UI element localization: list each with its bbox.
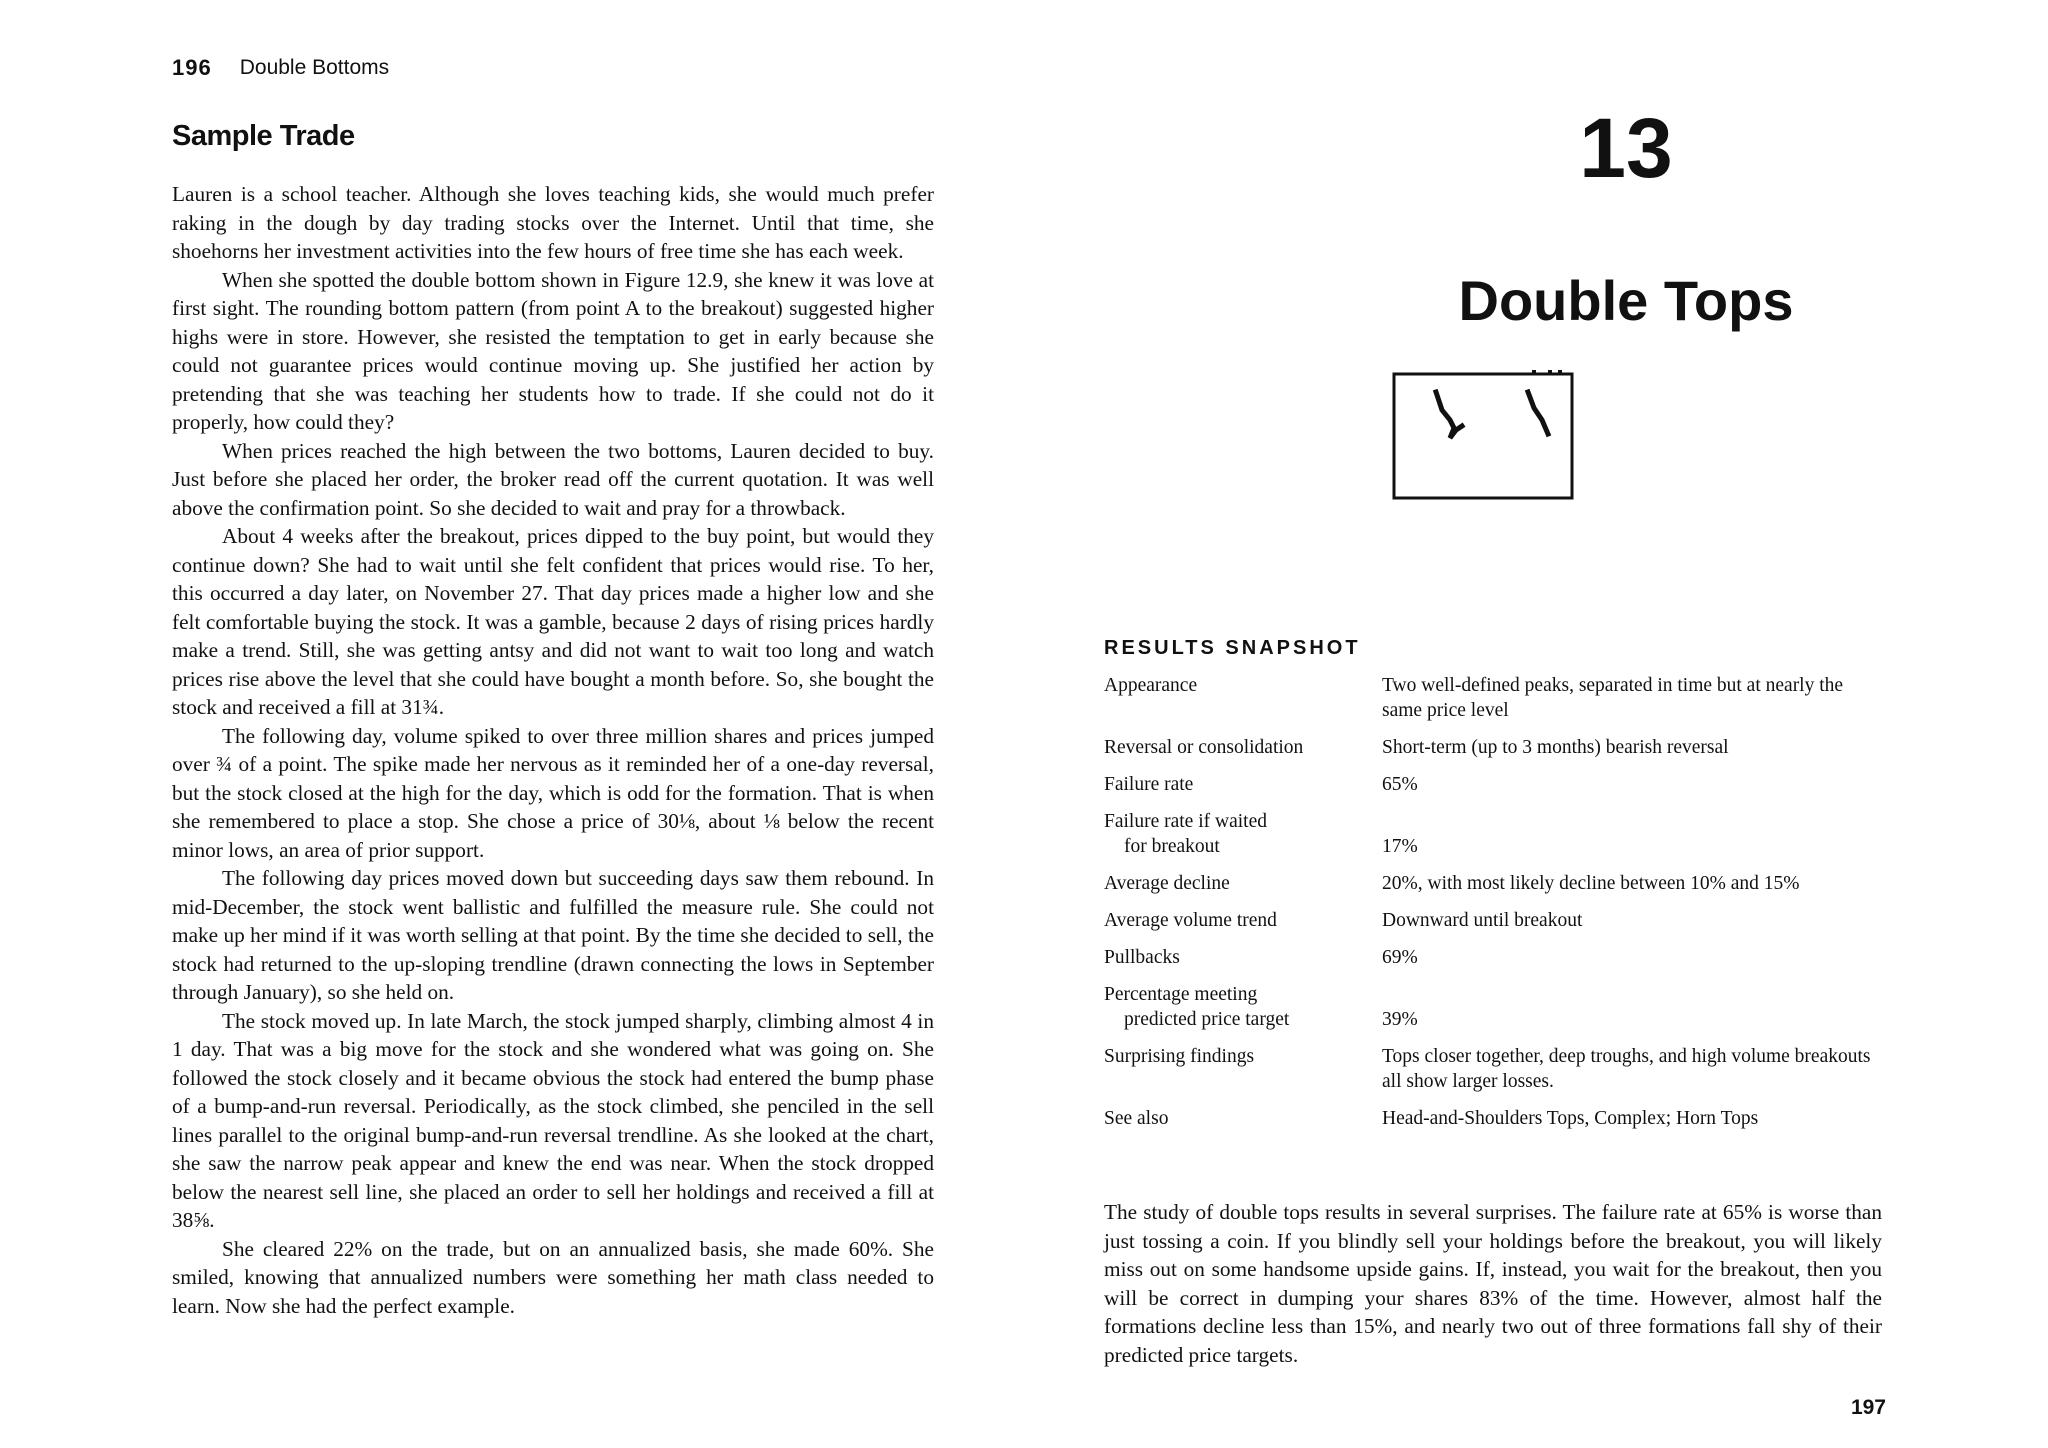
- snapshot-label: [1104, 809, 1382, 859]
- paragraph: About 4 weeks after the breakout, prices dipped to the buy point, but would they continue down? She had to wait until she felt confident that prices would rise. To her, this occurred a day later, on November 27. That day prices made a higher low and she felt comfortable buying the stock. It was a gamble, because 2 days of rising prices hardly make a trend. Still, she was getting antsy and did not want to wait too long and watch prices rise above the level that she could have bought a month before. So, she bought the stock and received a fill at 31¾.: [172, 524, 934, 719]
- snapshot-row: [1104, 1044, 1884, 1094]
- snapshot-row: [1104, 1106, 1884, 1131]
- snapshot-value: Downward until breakout: [1382, 910, 1583, 931]
- snapshot-row: [1104, 982, 1884, 1032]
- paragraph: The stock moved up. In late March, the stock jumped sharply, climbing almost 4 in 1 day. That was a big move for the stock and she wondered what was going on. She followed the stock closely and it became obvious the stock had entered the bump phase of a bump-and-run reversal. Periodically, as the stock climbed, she penciled in the sell lines parallel to the original bump-and-run reversal trendline. As she looked at the chart, she saw the narrow peak appear and knew the end was near. When the stock dropped below the nearest sell line, she placed an order to sell her holdings and received a fill at 38⅝.: [172, 1008, 934, 1232]
- snapshot-row: [1104, 908, 1884, 933]
- snapshot-row: [1104, 871, 1884, 896]
- snapshot-value: 17%: [1382, 836, 1418, 857]
- snapshot-label: Reversal or consolidation: [1104, 737, 1304, 758]
- intro-paragraph: The study of double tops results in several surprises. The failure rate at 65% is worse than just tossing a coin. If you blindly sell your holdings before the breakout, you will likely miss out on some handsome upside gains. If, instead, you wait for the breakout, then you will be correct in dumping your shares 83% of the time. However, almost half the formations decline less than 15%, and nearly two out of three formations fall shy of their predicted price targets.: [1104, 1200, 1882, 1367]
- snapshot-label: Failure rate: [1104, 774, 1194, 795]
- snapshot-row: [1104, 809, 1884, 859]
- paragraph: The following day prices moved down but succeeding days saw them rebound. In mid-December, the stock went ballistic and fulfilled the measure rule. She could not make up her mind if it was worth selling at that point. By the time she decided to sell, the stock had returned to the up-sloping trendline (drawn connecting the lows in September through January), so she held on.: [172, 866, 934, 1004]
- snapshot-label: [1104, 982, 1382, 1032]
- snapshot-value: Tops closer together, deep troughs, and high volume breakouts all show larger losses.: [1382, 1046, 1871, 1092]
- snapshot-label: Average decline: [1104, 873, 1230, 894]
- snapshot-label: Pullbacks: [1104, 947, 1180, 968]
- paragraph: Lauren is a school teacher. Although she loves teaching kids, she would much prefer raking in the dough by day trading stocks over the Internet. Until that time, she shoehorns her investment activities into the few hours of free time she has each week.: [172, 182, 934, 263]
- running-head-title: Double Bottoms: [239, 56, 390, 79]
- snapshot-value: Short-term (up to 3 months) bearish reversal: [1382, 737, 1729, 758]
- snapshot-row: [1104, 735, 1884, 760]
- right-page: [1024, 0, 2048, 1448]
- page-number: 197: [1850, 1396, 1886, 1419]
- snapshot-label: Surprising findings: [1104, 1046, 1255, 1067]
- paragraph: When she spotted the double bottom shown in Figure 12.9, she knew it was love at first sight. The rounding bottom pattern (from point A to the breakout) suggested higher highs were in store. However, she resisted the temptation to get in early because she could not guarantee prices would continue moving up. She justified her action by pretending that she was teaching her students how to trade. If she could not do it properly, how could they?: [172, 267, 934, 434]
- results-snapshot-table: [1104, 673, 1884, 1143]
- running-head: [172, 55, 389, 81]
- chapter-number: 13: [1579, 101, 1673, 195]
- snapshot-value: Two well-defined peaks, separated in time but at nearly the same price level: [1382, 675, 1844, 721]
- snapshot-label: See also: [1104, 1108, 1169, 1129]
- section-title: Sample Trade: [172, 120, 355, 152]
- snapshot-value: 69%: [1382, 947, 1418, 968]
- snapshot-label-line: predicted price target: [1124, 1009, 1290, 1030]
- snapshot-row: [1104, 673, 1884, 723]
- paragraph: When prices reached the high between the two bottoms, Lauren decided to buy. Just before she placed her order, the broker read off the current quotation. It was well above the confirmation point. So she decided to wait and pray for a throwback.: [172, 438, 934, 520]
- double-top-pattern-icon: [1392, 370, 1574, 500]
- snapshot-label-line: Percentage meeting: [1104, 984, 1258, 1005]
- snapshot-value: 65%: [1382, 774, 1418, 795]
- snapshot-label-line: Failure rate if waited: [1104, 811, 1267, 832]
- paragraph: The following day, volume spiked to over three million shares and prices jumped over ¾ of a point. The spike made her nervous as it reminded her of a one-day reversal, but the stock closed at the high for the day, which is odd for the formation. That is when she remembered to place a stop. She chose a price of 30⅛, about ⅛ below the recent minor lows, an area of prior support.: [172, 723, 934, 862]
- snapshot-value: 39%: [1382, 1009, 1418, 1030]
- snapshot-row: [1104, 945, 1884, 970]
- running-head-page-number: 196: [172, 55, 212, 80]
- body-text: [172, 180, 934, 1320]
- snapshot-label-line: for breakout: [1124, 836, 1220, 857]
- snapshot-value: 20%, with most likely decline between 10% and 15%: [1382, 873, 1800, 894]
- snapshot-label: Average volume trend: [1104, 910, 1277, 931]
- paragraph: She cleared 22% on the trade, but on an annualized basis, she made 60%. She smiled, knowing that annualized numbers were something her math class needed to learn. Now she had the perfect example.: [172, 1236, 934, 1318]
- chapter-intro: [1104, 1198, 1882, 1369]
- chapter-title: Double Tops: [1458, 269, 1794, 332]
- snapshot-row: [1104, 772, 1884, 797]
- snapshot-heading: RESULTS SNAPSHOT: [1104, 637, 1361, 659]
- snapshot-label: Appearance: [1104, 675, 1198, 696]
- snapshot-value: Head-and-Shoulders Tops, Complex; Horn Tops: [1382, 1108, 1759, 1129]
